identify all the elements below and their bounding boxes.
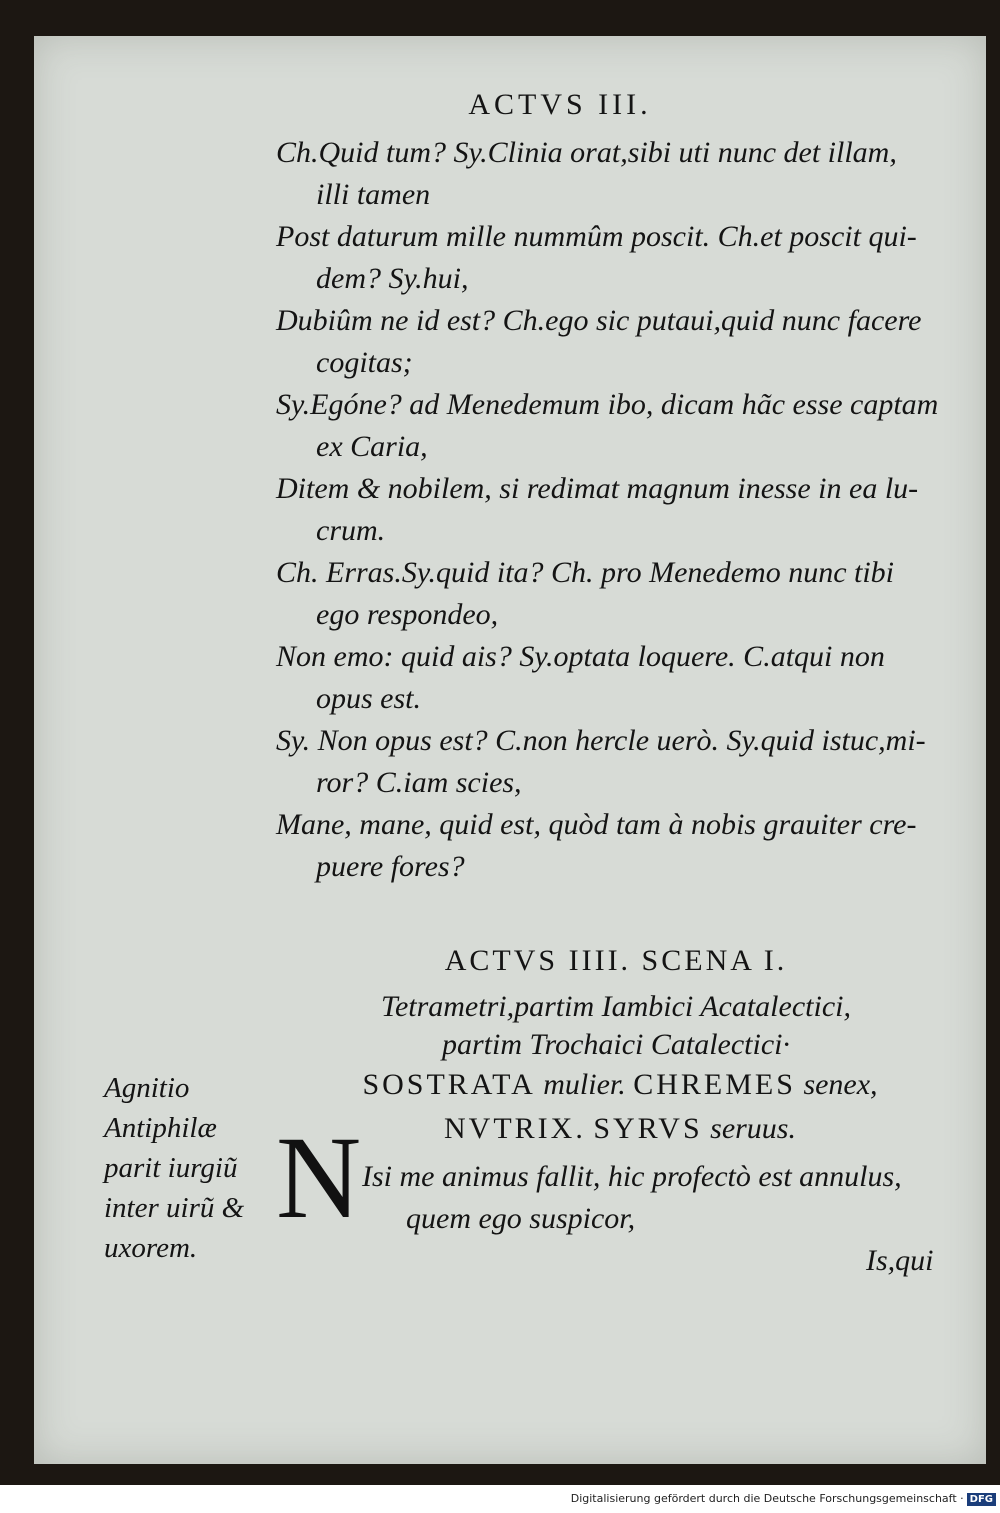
running-header: ACTVS III. xyxy=(468,88,652,121)
meter-line: partim Trochaici Catalectici· xyxy=(441,1028,791,1061)
verse-line: Sy. Non opus est? C.non hercle uerò. Sy.quid istuc,mi- ror? C.iam scies, xyxy=(276,724,926,799)
marginal-note: Agnitio Antiphilæ parit iurgiũ inter uirũ & uxorem. xyxy=(104,1072,245,1264)
verse-line: quem ego suspicor, xyxy=(406,1202,636,1235)
verse-line: Ditem & nobilem, si redimat magnum inesse in ea lu- crum. xyxy=(276,472,919,547)
verse-line: Dubiûm ne id est? Ch.ego sic putaui,quid nunc facere cogitas; xyxy=(276,304,922,379)
verse-line: Sy.Egóne? ad Menedemum ibo, dicam hãc esse captam ex Caria, xyxy=(276,388,939,463)
character-list: NVTRIX. SYRVS seruus. xyxy=(444,1112,796,1145)
verse-line: Ch.Quid tum? Sy.Clinia orat,sibi uti nunc det illam, illi tamen xyxy=(276,136,897,211)
scene-heading: ACTVS IIII. SCENA I. xyxy=(444,944,788,977)
verse-line: Isi me animus fallit, hic profectò est annulus, xyxy=(362,1160,902,1193)
footer-credit: Digitalisierung gefördert durch die Deutsche Forschungsgemeinschaft · DFG xyxy=(0,1492,996,1506)
dfg-logo: DFG xyxy=(967,1493,996,1506)
drop-capital: N xyxy=(276,1112,362,1243)
verse-line: Ch. Erras.Sy.quid ita? Ch. pro Menedemo nunc tibi ego respondeo, xyxy=(276,556,895,631)
catchword: Is,qui xyxy=(866,1244,934,1277)
verse-line: Mane, mane, quid est, quòd tam à nobis grauiter cre- puere fores? xyxy=(276,808,917,883)
verse-line: Post daturum mille nummûm poscit. Ch.et poscit qui- dem? Sy.hui, xyxy=(276,220,917,295)
meter-line: Tetrametri,partim Iambici Acatalectici, xyxy=(381,990,851,1023)
verse-line: Non emo: quid ais? Sy.optata loquere. C.atqui non opus est. xyxy=(276,640,885,715)
character-list: SOSTRATA mulier. CHREMES senex, xyxy=(362,1068,878,1101)
